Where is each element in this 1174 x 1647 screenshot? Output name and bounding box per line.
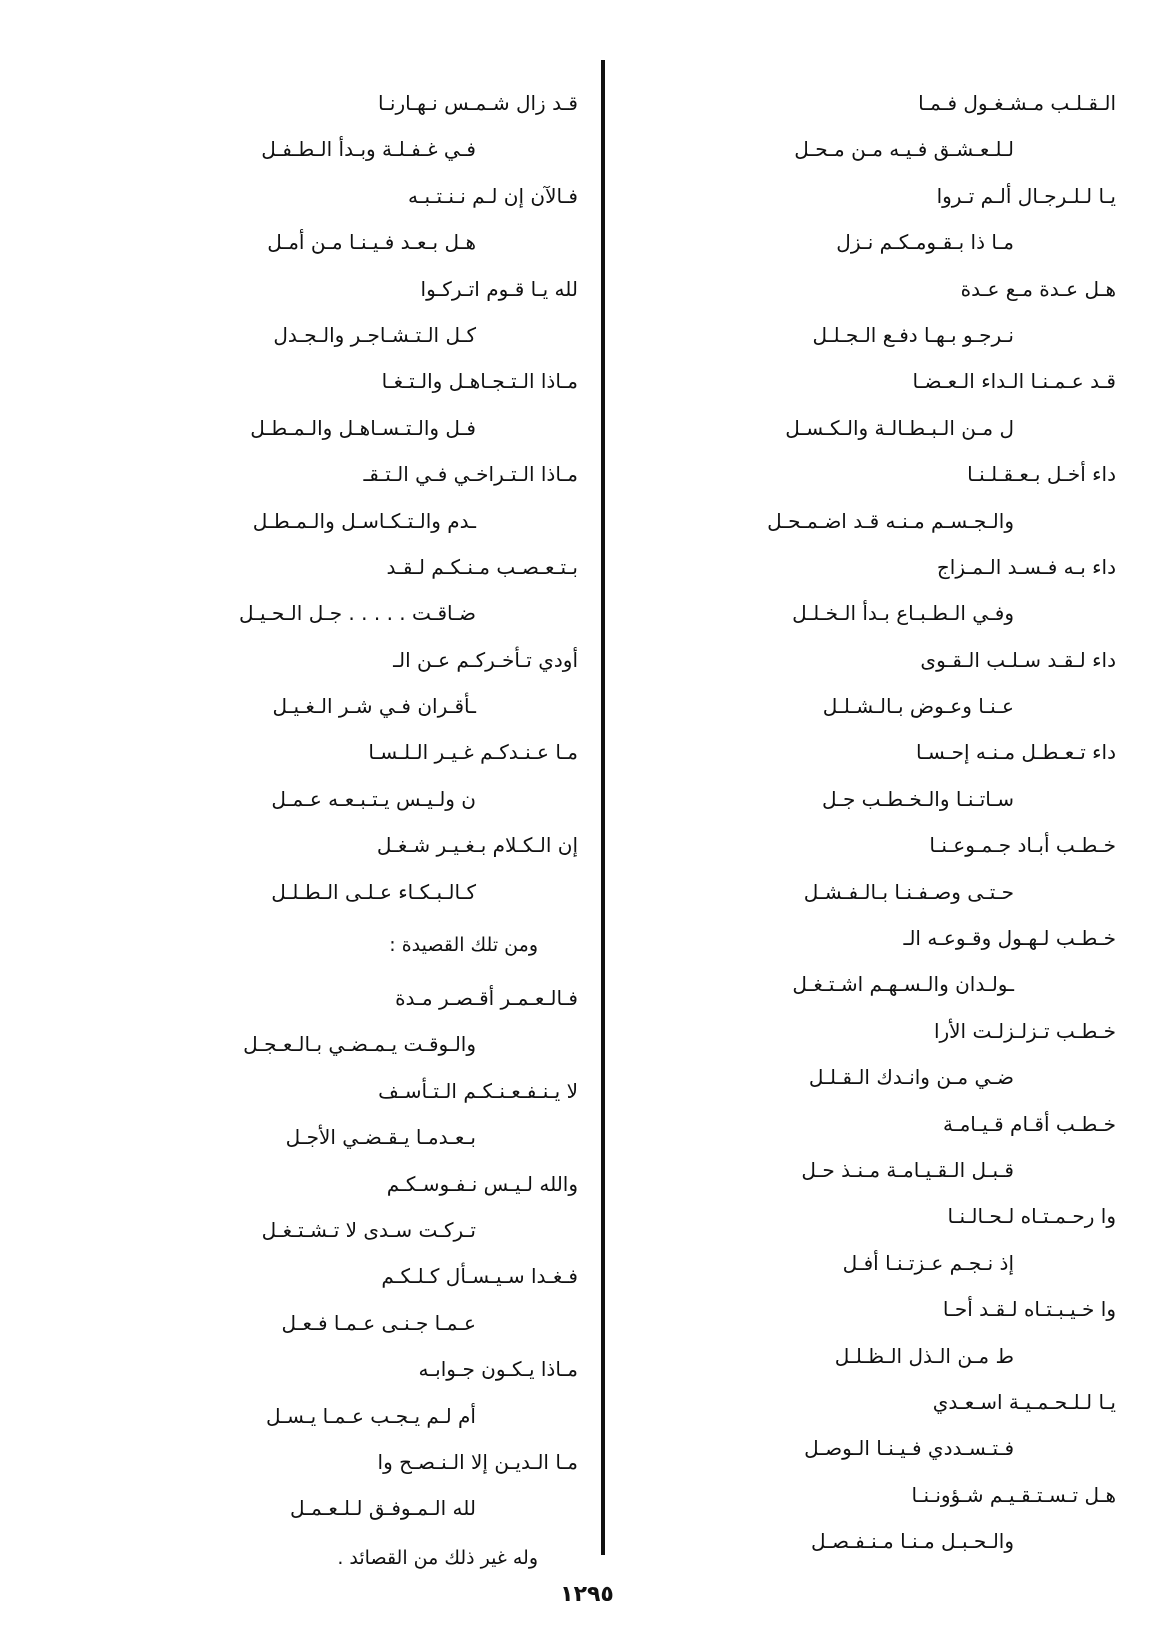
poem-line: مـاذا يـكـون جـوابـه (418, 1357, 578, 1382)
poem-line: حـتـى وصـفـنـا بـالـفـشـل (803, 879, 1014, 904)
poem-line: داء لـقـد سـلـب الـقـوى (920, 647, 1116, 672)
poem-line: لـلـعـشـق فـيـه مـن مـحـل (794, 137, 1014, 162)
poem-line: ـدم والـتـكـاسـل والـمـطـل (252, 508, 476, 533)
poem-line: فـالآن إن لـم نـنـتـبـه (407, 183, 578, 208)
poem-line: يـا لـلـحـمـيـة اسـعـدي (932, 1389, 1116, 1414)
poem-line: فـتـسـددي فـيـنـا الـوصـل (804, 1436, 1014, 1461)
poem-line: والـحـبـل مـنـا مـنـفـصـل (810, 1529, 1014, 1554)
poem-line: قـد عـمـنـا الـداء الـعـضـا (912, 369, 1116, 394)
poem-line: تـركـت سـدى لا تـشـتـغـل (261, 1217, 476, 1242)
poem-line: خـطـب أبـاد جـمـوعـنـا (929, 833, 1116, 858)
poem-line: هـل تـسـتـقـيـم شـؤونـنـا (911, 1482, 1116, 1507)
left-poem-part-1 (84, 80, 578, 915)
poem-line: داء أخـل بـعـقـلـنـا (967, 462, 1116, 487)
poem-line: ط مـن الـذل الـظـلـل (834, 1343, 1014, 1368)
poem-line: لا يـنـفـعـنـكـم الـتـأسـف (378, 1078, 578, 1103)
poem-line: خـطـب أقـام قـيـامـة (943, 1111, 1116, 1136)
poem-line: والـجـسـم مـنـه قـد اضـمـحـل (767, 508, 1014, 533)
poem-line: وا خـيـبـتـاه لـقـد أحـا (942, 1297, 1116, 1322)
poem-line: أودي تـأخـركـم عـن الـ (393, 647, 578, 672)
poem-line: فـي غـفـلـة وبـدأ الـطـفـل (261, 137, 476, 162)
poem-line: خـطـب لـهـول وقـوعـه الـ (903, 926, 1116, 951)
poem-line: مـا ذا بـقـومـكـم نـزل (836, 230, 1014, 255)
poem-line: بـعـدمـا يـقـضـي الأجـل (285, 1125, 476, 1150)
poem-line: مـاذا الـتـجـاهـل والـتـغـا (381, 369, 578, 394)
poem-line: إذ نـجـم عـزتـنـا أفـل (842, 1250, 1014, 1275)
poem-line: كـالـبـكـاء عـلـى الـطـلـل (271, 879, 476, 904)
poem-line: مـا الـديـن إلا الـنـصـح وا (377, 1449, 578, 1474)
closing-note: وله غير ذلك من القصائد . (337, 1546, 538, 1569)
poem-line: والـوقـت يـمـضـي بـالـعـجـل (243, 1032, 476, 1057)
section-heading: ومن تلك القصيدة : (389, 934, 538, 957)
right-poem-column (628, 80, 1116, 1565)
poem-line: ن ولـيـس يـتـبـعـه عـمـل (271, 786, 476, 811)
poem-line: الـقـلـب مـشـغـول فـمـا (918, 91, 1116, 115)
page-number: ١٢٩٥ (560, 1582, 614, 1607)
left-poem-part-2 (84, 975, 578, 1532)
poem-line: ل مـن الـبـطـالـة والـكـسـل (785, 415, 1014, 440)
poem-line: إن الـكـلام بـغـيـر شـغـل (376, 833, 578, 858)
poem-line: قـد زال شـمـس نـهـارنـا (377, 91, 578, 115)
poem-line: فـالـعـمـر أقـصـر مـدة (395, 986, 578, 1011)
poem-line: قـبـل الـقـيـامـة مـنـذ حـل (801, 1157, 1014, 1182)
poem-line: ضـي مـن وانـدك الـقـلـل (808, 1065, 1014, 1090)
poem-line: نـرجـو بـهـا دفـع الـجـلـل (812, 322, 1014, 347)
poem-line: ـولـدان والـسـهـم اشـتـغـل (792, 972, 1014, 997)
poem-line: لله الـمـوفـق لـلـعـمـل (289, 1496, 476, 1521)
poem-line: داء بـه فـسـد الـمـزاج (936, 554, 1116, 579)
poem-line: كـل الـتـشـاجـر والـجـدل (273, 322, 476, 347)
poem-line: وفـي الـطـبـاع بـدأ الـخـلـل (792, 601, 1014, 626)
poem-line: ـأقـران فـي شـر الـغـيـل (272, 694, 476, 719)
poem-line: هـل بـعـد فـيـنـا مـن أمـل (267, 230, 476, 255)
poem-line: مـاذا الـتـراخـي فـي الـتـقـ (363, 462, 578, 487)
poem-line: خـطـب تـزلـزلـت الأرا (933, 1018, 1116, 1043)
poem-line: عـمـا جـنـى عـمـا فـعـل (281, 1310, 476, 1335)
poem-line: فـل والـتـسـاهـل والـمـطـل (250, 415, 476, 440)
poem-line: بـتـعـصـب مـنـكـم لـقـد (386, 554, 578, 579)
poem-line: فـغـدا سـيـسـأل كـلـكـم (381, 1264, 578, 1289)
poem-line: عـنـا وعـوض بـالـشـلـل (822, 694, 1014, 719)
poem-line: وا رحـمـتـاه لـحـالـنـا (947, 1204, 1116, 1229)
poem-line: والله لـيـس نـفـوسـكـم (386, 1171, 578, 1196)
poem-line: أم لـم يـجـب عـمـا يـسـل (265, 1403, 476, 1428)
left-poem-column (84, 80, 578, 1584)
poem-line: مـا عـنـدكـم غـيـر الـلـسـا (368, 740, 578, 765)
poem-line: ضـاقـت . . . . . جـل الـحـيـل (239, 601, 476, 626)
poem-line: هـل عـدة مـع عـدة (960, 276, 1116, 301)
poem-line: يـا لـلـرجـال ألـم تـروا (936, 183, 1116, 208)
column-divider (601, 60, 605, 1555)
poem-line: لله يـا قـوم اتـركـوا (420, 276, 578, 301)
poem-line: سـاتـنـا والـخـطـب جـل (821, 786, 1014, 811)
poem-line: داء تـعـطـل مـنـه إحـسـا (915, 740, 1116, 765)
